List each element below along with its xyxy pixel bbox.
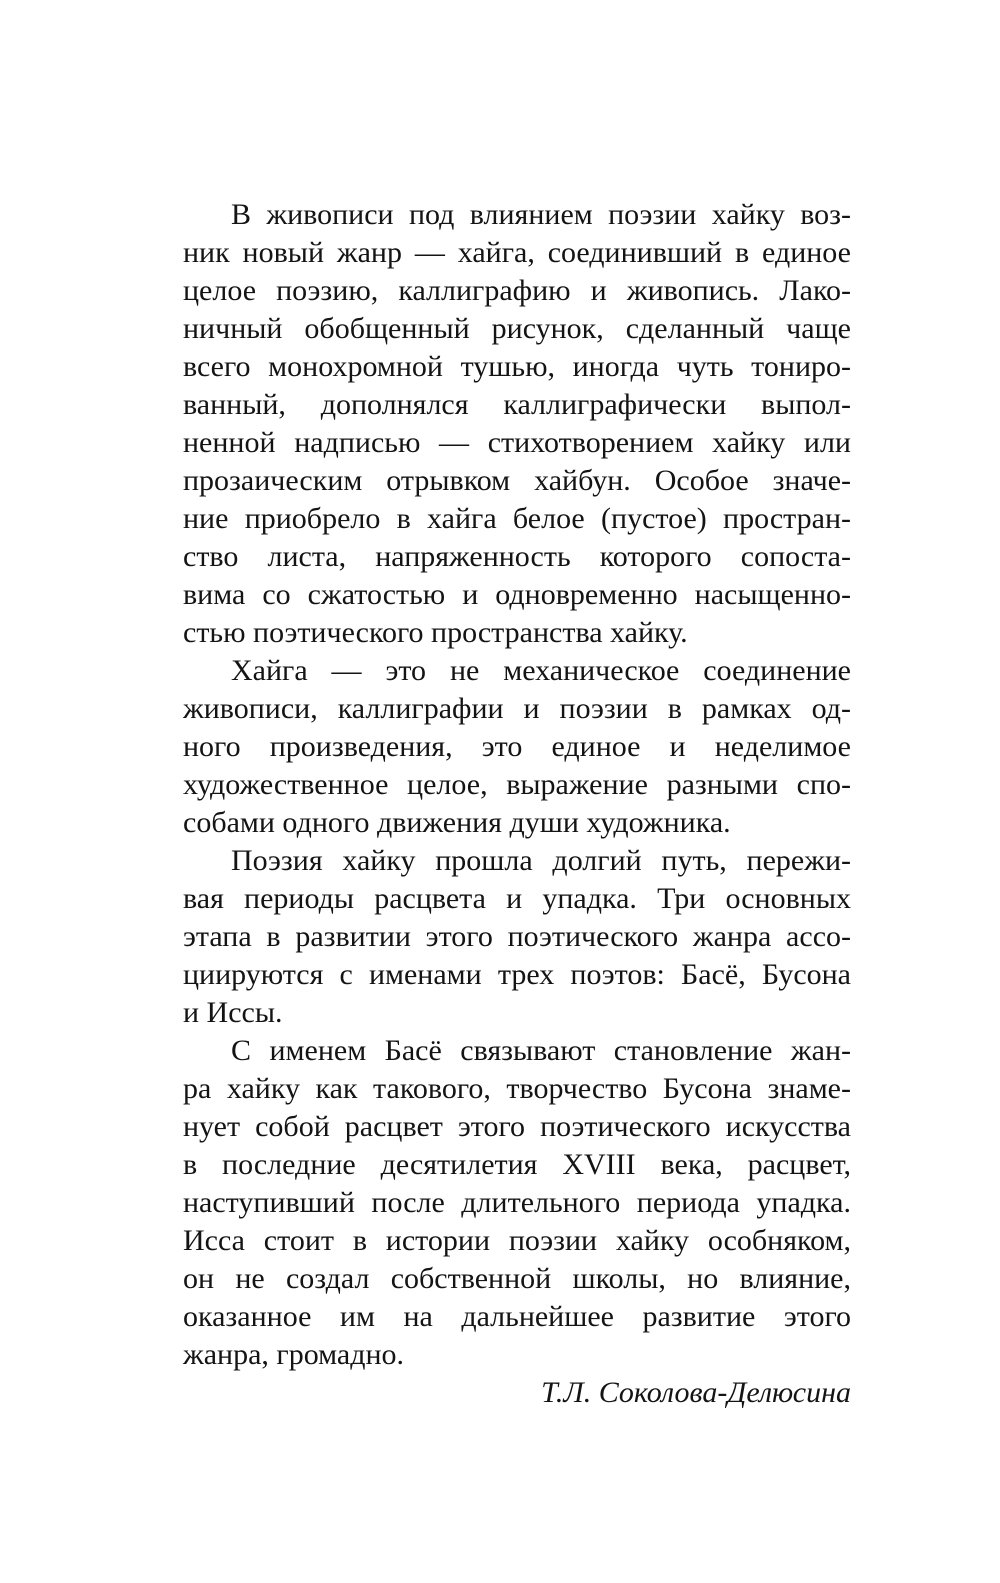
text-line: ние приобрело в хайга белое (пустое) простран- bbox=[183, 502, 851, 535]
paragraph-haiga-definition bbox=[183, 652, 851, 842]
text-line: стью поэтического пространства хайку. bbox=[183, 616, 688, 649]
author-signature: Т.Л. Соколова-Делюсина bbox=[541, 1376, 851, 1409]
text-line: вая периоды расцвета и упадка. Три основных bbox=[183, 882, 851, 915]
text-line: ного произведения, это единое и неделимое bbox=[183, 730, 851, 763]
text-line: Поэзия хайку прошла долгий путь, пережи- bbox=[231, 844, 851, 877]
text-line: этапа в развитии этого поэтического жанра ассо- bbox=[183, 920, 851, 953]
text-line: В живописи под влиянием поэзии хайку воз- bbox=[231, 198, 851, 231]
text-line: наступивший после длительного периода упадка. bbox=[183, 1186, 851, 1219]
paragraph-three-poets bbox=[183, 1032, 851, 1374]
text-line: ничный обобщенный рисунок, сделанный чаще bbox=[183, 312, 851, 345]
text-line: в последние десятилетия XVIII века, расцвет, bbox=[183, 1148, 851, 1181]
text-line: ненной надписью — стихотворением хайку или bbox=[183, 426, 851, 459]
text-line: Исса стоит в истории поэзии хайку особняком, bbox=[183, 1224, 851, 1257]
text-line: вима со сжатостью и одновременно насыщенно- bbox=[183, 578, 851, 611]
text-line: ра хайку как такового, творчество Бусона знаме- bbox=[183, 1072, 851, 1105]
text-line: целое поэзию, каллиграфию и живопись. Лако- bbox=[183, 274, 851, 307]
paragraph-haiga-origin bbox=[183, 196, 851, 652]
text-line: С именем Басё связывают становление жан- bbox=[231, 1034, 851, 1067]
text-line: всего монохромной тушью, иногда чуть тониро- bbox=[183, 350, 851, 383]
text-line: художественное целое, выражение разными спо- bbox=[183, 768, 851, 801]
text-line: ство листа, напряженность которого сопоста- bbox=[183, 540, 851, 573]
text-line: циируются с именами трех поэтов: Басё, Бусона bbox=[183, 958, 851, 991]
text-line: жанра, громадно. bbox=[183, 1338, 405, 1371]
text-line: он не создал собственной школы, но влияние, bbox=[183, 1262, 851, 1295]
text-line: ванный, дополнялся каллиграфически выпол- bbox=[183, 388, 851, 421]
document-page bbox=[183, 196, 851, 1412]
paragraph-haiku-history bbox=[183, 842, 851, 1032]
text-line: живописи, каллиграфии и поэзии в рамках од- bbox=[183, 692, 851, 725]
text-line: прозаическим отрывком хайбун. Особое значе- bbox=[183, 464, 851, 497]
text-line: собами одного движения души художника. bbox=[183, 806, 731, 839]
text-line: и Иссы. bbox=[183, 996, 283, 1029]
text-line: ник новый жанр — хайга, соединивший в единое bbox=[183, 236, 851, 269]
text-line: оказанное им на дальнейшее развитие этого bbox=[183, 1300, 851, 1333]
text-line: нует собой расцвет этого поэтического искусства bbox=[183, 1110, 851, 1143]
text-line: Хайга — это не механическое соединение bbox=[231, 654, 851, 687]
